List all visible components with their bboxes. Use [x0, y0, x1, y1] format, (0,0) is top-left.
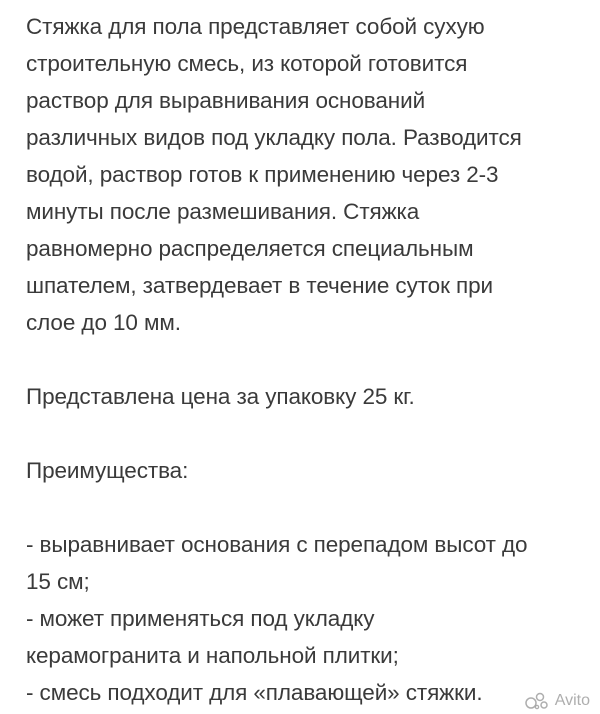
advantages-list: [26, 526, 584, 711]
avito-watermark: [525, 692, 590, 710]
description-paragraph: [26, 8, 584, 341]
text-line: строительную смесь, из которой готовится: [26, 51, 468, 76]
text-line: равномерно распределяется специальным: [26, 236, 474, 261]
watermark-text: Avito: [554, 692, 590, 709]
paragraph-spacer: [26, 341, 584, 378]
text-line: минуты после размешивания. Стяжка: [26, 199, 420, 224]
list-item: - выравнивает основания с перепадом высот до: [26, 532, 528, 557]
text-line: водой, раствор готов к применению через 2-3: [26, 162, 499, 187]
text-line: раствор для выравнивания оснований: [26, 88, 426, 113]
paragraph-spacer: [26, 415, 584, 452]
price-note: Представлена цена за упаковку 25 кг.: [26, 384, 415, 409]
list-item: - может применяться под укладку: [26, 606, 375, 631]
description-text: [26, 8, 584, 711]
text-line: различных видов под укладку пола. Разводится: [26, 125, 522, 150]
list-item: керамогранита и напольной плитки;: [26, 643, 399, 668]
list-item: - смесь подходит для «плавающей» стяжки.: [26, 680, 483, 705]
paragraph-spacer: [26, 489, 584, 526]
list-item: 15 см;: [26, 569, 90, 594]
avito-logo-icon: [525, 692, 551, 710]
text-line: шпателем, затвердевает в течение суток при: [26, 273, 493, 298]
text-line: Стяжка для пола представляет собой сухую: [26, 14, 485, 39]
text-line: слое до 10 мм.: [26, 310, 181, 335]
advantages-heading: Преимущества:: [26, 458, 189, 483]
